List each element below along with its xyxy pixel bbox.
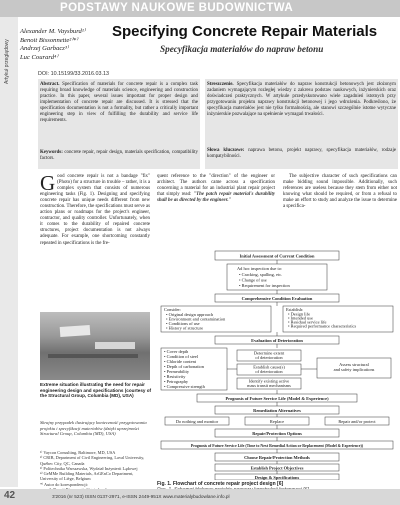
flow-text: • Depth of carbonation (164, 364, 204, 369)
flow-text: of deterioration (255, 355, 283, 360)
flow-text: • Requirement for inspection (239, 283, 290, 288)
journal-name: PODSTAWY NAUKOWE BUDOWNICTWA (60, 2, 294, 14)
photo-caption-pl: Skrajny przypadek ilustrujący konieczność przygotowania projektu i specyfikacji materiałów (dzięki uprzejmości Structural Group, Columbia (MD), USA) (40, 420, 147, 437)
body-column-1: Good concrete repair is not a bandage "fix" (Photo) for a structure in trouble – rather, it is a complex system that consists of numerous engineering tasks (Fig. 1). Designing and specifying concrete repair has unique needs different from new construction. Therefore, the specifications must serve as action plans or roadmaps for the project's engineer, contractor, and quality controller. Unfortunately, when it comes to the durability of repaired concrete structures, project documentation is not always adequate. For example, one shortcoming constantly repeated in specifications is the fre- (40, 171, 150, 246)
page-number: 42 (4, 490, 16, 501)
flow-text: • Chloride content (164, 359, 197, 364)
flow-node-remediation: Remediation Alternatives (253, 408, 301, 413)
repair-photo (40, 312, 150, 380)
flow-text: • Conditions of use (166, 321, 200, 326)
flow-node-objectives: Establish Project Objectives (250, 465, 304, 471)
flow-text: • Resistivity (164, 374, 186, 379)
article-subtitle: Specyfikacja materiałów do napraw betonu (160, 44, 324, 54)
flow-text: • Environment and contamination (166, 316, 226, 322)
affiliations (40, 450, 152, 492)
flow-node-prognosis: Prognosis of Future Service Life (Model & Experience) (225, 396, 329, 401)
flow-text: mass transit mechanisms (247, 383, 291, 388)
flow-text: • Change of use (239, 277, 267, 283)
abstract-pl: Streszczenie. Specyfikacja materiałów do napraw konstrukcji betonowych jest złożonym zadaniem wymagającym rozległej wiedzy z zakresu podstaw naukowych, inżynierskich oraz doświadczeń praktycznych. W artykule przedyskutowano wiele zagadnień istotnych przy przygotowaniu projektu naprawy konstrukcji betonowej i jego wdrożenia. Podkreślono, że specyfikacja materiałów jest nie tylko formalnością, ale stanowi szczególnie istotne wytyczne inżynierskie pozwalające na spełnienie wymagań trwałości. (207, 82, 396, 118)
flow-node-evaluation-deterioration: Evaluation of Deterioration (251, 338, 303, 343)
abstract-en: Abstract. Specification of materials for concrete repair is a complex task requiring broad knowledge of materials science, engineering and construction practice. In this paper, several issues important for proper design and implementation of concrete repair are discussed. It is stressed that the specification documentation is not a formality, but rather a critically important engineering step in view of fulfilling the durability and service life requirements. (40, 82, 198, 124)
author-list (20, 28, 85, 62)
flow-text: Assess structural (339, 362, 369, 367)
footer-info: 3'2016 (nr 523) ISSN 0137-2971, e-ISSN 2449-951X www.materialybudowlane.info.pl (52, 494, 230, 499)
figure-caption: Fig. 1. Flowchart of concrete repair project design [6] (157, 481, 284, 487)
flow-text: • Original design approach (166, 312, 214, 317)
flow-node-repair-options: Repair/Protection Options (252, 431, 302, 436)
flow-text: • History of structure (166, 325, 204, 331)
flow-text: Establish cause(s) (253, 364, 285, 370)
flow-text: and safety implications (333, 367, 375, 372)
flow-text: Consider: (164, 307, 182, 312)
body-column-3: The subjective character of such specifications can make bidding sound impossible. Additionally, such references are useless because they stem from either not knowing what should be required, or from a refusal to make an effort to study and analyze the issue to determine a specifica- (283, 174, 397, 210)
affiliation: ¹⁾ Vaycon Consulting, Baltimore, MD, USA (40, 450, 116, 455)
flow-node-design: Design & Specifications (254, 475, 300, 480)
flow-node-prognosis-2: Prognosis of Future Service Life (Time to Next Remedial Action or Replacement (Model & Experience)) (190, 444, 364, 448)
flow-option-repair: Repair and/or protect (338, 419, 376, 424)
flow-text: Determine extent (253, 350, 285, 356)
sidebar-strip (0, 17, 18, 487)
author: Andrzej Garbacz³⁾ (20, 45, 69, 53)
flow-text: • Petrography (164, 379, 189, 384)
flow-text: • Cover depth (164, 349, 189, 354)
flow-option-monitor: Do nothing and monitor (175, 419, 219, 424)
flow-text: • Cracking, spalling, etc. (239, 272, 283, 277)
author: Alexander M. Vaysburd¹⁾ (20, 28, 86, 35)
flow-text: • Required performance characteristics (288, 323, 357, 329)
flow-text: • Residual service life (288, 319, 327, 325)
flow-text: Establish: (286, 307, 304, 312)
flow-text: • Permeability (164, 369, 190, 374)
flow-text: • Compressive strength (164, 384, 205, 389)
doi-link[interactable]: DOI: 10.15199/33.2016.03.13 (38, 71, 110, 77)
body-column-2: quent reference to the "direction" of the engineer or architect. The authors came across a specification concerning a material for an industrial plant repair project that simply read: "The patch repair material's durability shall be as directed by the engineer." (157, 174, 275, 204)
flow-option-replace: Replace (269, 419, 285, 424)
flow-text: of deterioration (255, 369, 283, 374)
flow-node-initial-assessment: Initial Assessment of Current Condition (239, 253, 315, 259)
flow-text: Identify existing active (248, 378, 290, 384)
author: Luc Courard⁴⁾ (20, 53, 58, 61)
affiliation: ²⁾ CRIB, Department of Civil Engineering, Laval University, Québec City, QC, Canada (40, 455, 145, 466)
flow-text: • Design life (288, 311, 311, 317)
affiliation: *⁾ Autor do korespondencji: (40, 481, 88, 487)
flow-text: Ad hoc inspection due to: (237, 266, 283, 271)
flow-node-choose-methods: Choose Repair/Protection Methods (244, 455, 310, 460)
repair-flowchart (157, 250, 397, 480)
keywords-en: Keywords: concrete repair, repair design, materials specification, compatibility factors. (40, 150, 198, 162)
flow-text: • Condition of steel (164, 354, 199, 359)
affiliation: ⁴⁾ GeMMe Building Materials, ArGEnCo Department, University of Liège, Belgium (40, 471, 134, 482)
flow-text: • Intended use (288, 315, 313, 321)
flow-node-condition-evaluation: Comprehensive Condition Evaluation (241, 296, 313, 301)
drop-cap: G (40, 171, 56, 195)
keywords-pl: Słowa kluczowe: naprawa betonu, projekt naprawy, specyfikacja materiałów, rodzaje kompatybilności. (207, 148, 396, 160)
author: Benoit Bissonnette²⁾*⁾ (20, 36, 78, 44)
photo-caption-en: Extreme situation illustrating the need for repair engineering design and specifications (courtesy of the Structural Group, Columbia (MD), USA) (40, 382, 152, 399)
affiliation: ³⁾ Politechnika Warszawska, Wydział Inżynierii Lądowej (40, 465, 138, 471)
article-title: Specifying Concrete Repair Materials (112, 23, 378, 40)
